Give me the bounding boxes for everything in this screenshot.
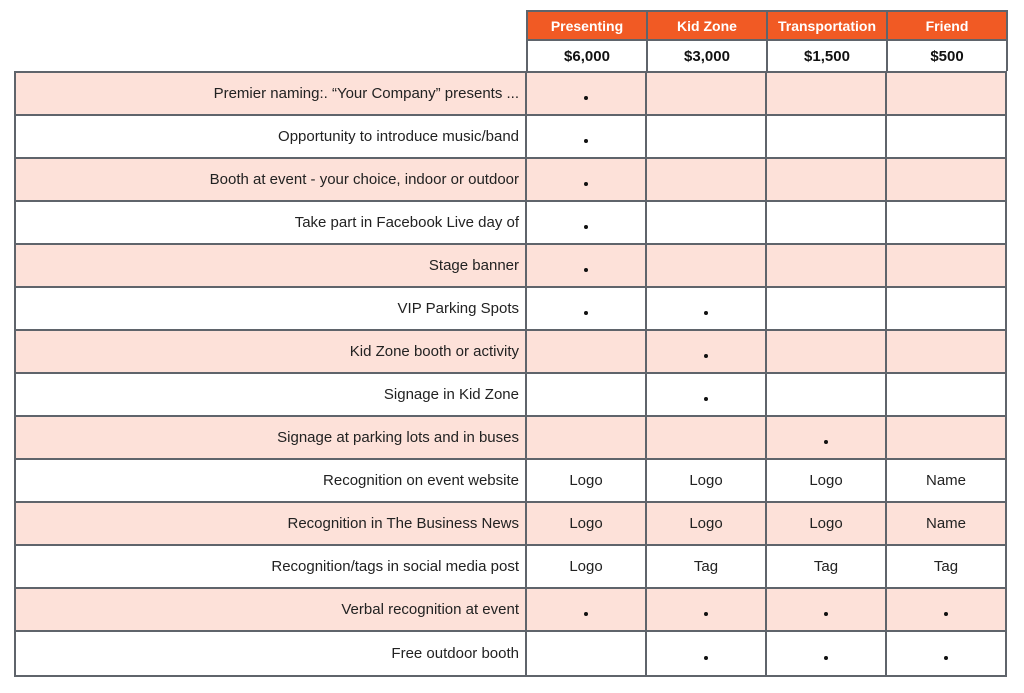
tier-cell-text: Tag (693, 558, 719, 575)
table-row (16, 116, 1005, 159)
table-row (16, 73, 1005, 116)
tier-cell (887, 73, 1005, 114)
included-dot-icon (944, 656, 948, 660)
tier-cell-text: Logo (689, 515, 723, 532)
benefit-label: Verbal recognition at event (16, 589, 527, 630)
tier-cell-text: Logo (569, 472, 603, 489)
table-row (16, 546, 1005, 589)
benefit-label: Recognition in The Business News (16, 503, 527, 544)
table-row (16, 589, 1005, 632)
tier-cell (527, 73, 647, 114)
table-row (16, 288, 1005, 331)
included-dot-icon (824, 612, 828, 616)
tier-cell (767, 116, 887, 157)
tier-cell-text: Logo (809, 515, 843, 532)
included-dot-icon (584, 612, 588, 616)
tier-price: $3,000 (648, 41, 768, 71)
tier-cell-text: Name (925, 515, 966, 532)
included-dot-icon (704, 397, 708, 401)
tier-cell-text: Logo (569, 558, 603, 575)
tier-cell (527, 460, 647, 501)
tier-name: Transportation (768, 10, 888, 41)
included-dot-icon (584, 96, 588, 100)
included-dot-icon (704, 656, 708, 660)
tier-cell (647, 589, 767, 630)
tier-cell (887, 202, 1005, 243)
table-row (16, 374, 1005, 417)
tier-cell (767, 202, 887, 243)
tier-cell (647, 632, 767, 675)
tier-cell (647, 116, 767, 157)
tier-cell (527, 331, 647, 372)
tier-cell (647, 331, 767, 372)
tier-cell (527, 374, 647, 415)
tier-cell (767, 589, 887, 630)
tier-cell (887, 503, 1005, 544)
tier-cell-text: Tag (813, 558, 839, 575)
tier-cell (647, 417, 767, 458)
tier-cell (527, 546, 647, 587)
tier-name: Presenting (528, 10, 648, 41)
tier-cell (767, 73, 887, 114)
benefit-label: Take part in Facebook Live day of (16, 202, 527, 243)
included-dot-icon (584, 311, 588, 315)
tier-cell (647, 202, 767, 243)
tier-price: $1,500 (768, 41, 888, 71)
included-dot-icon (584, 225, 588, 229)
table-row (16, 503, 1005, 546)
tier-name: Friend (888, 10, 1008, 41)
tier-cell (887, 288, 1005, 329)
benefit-label: Opportunity to introduce music/band (16, 116, 527, 157)
tier-cell (527, 159, 647, 200)
tier-cell (527, 589, 647, 630)
tier-cell (887, 374, 1005, 415)
tier-cell (887, 331, 1005, 372)
tier-cell (887, 159, 1005, 200)
tier-cell (527, 245, 647, 286)
tier-cell-text: Tag (933, 558, 959, 575)
tier-cell (887, 245, 1005, 286)
included-dot-icon (584, 182, 588, 186)
table-row (16, 159, 1005, 202)
tier-cell (527, 288, 647, 329)
tier-cell (767, 245, 887, 286)
included-dot-icon (704, 354, 708, 358)
included-dot-icon (584, 139, 588, 143)
tier-cell-text: Logo (569, 515, 603, 532)
table-row (16, 202, 1005, 245)
tier-cell (647, 460, 767, 501)
benefit-label: Signage in Kid Zone (16, 374, 527, 415)
included-dot-icon (944, 612, 948, 616)
tier-cell (767, 159, 887, 200)
benefits-table (14, 71, 1007, 677)
benefit-label: VIP Parking Spots (16, 288, 527, 329)
tier-cell (887, 589, 1005, 630)
table-row (16, 331, 1005, 374)
table-row (16, 632, 1005, 675)
benefit-label: Signage at parking lots and in buses (16, 417, 527, 458)
tier-cell (647, 288, 767, 329)
tier-cell (527, 632, 647, 675)
tier-cell (887, 632, 1005, 675)
tier-cell-text: Logo (809, 472, 843, 489)
tier-cell-text: Name (925, 472, 966, 489)
tier-cell (647, 374, 767, 415)
tier-cell (887, 417, 1005, 458)
tier-cell (647, 546, 767, 587)
tier-cell-text: Logo (689, 472, 723, 489)
tier-cell (887, 546, 1005, 587)
tier-cell (767, 503, 887, 544)
tier-cell (527, 503, 647, 544)
tier-cell (527, 202, 647, 243)
benefit-label: Booth at event - your choice, indoor or outdoor (16, 159, 527, 200)
table-row (16, 417, 1005, 460)
tier-cell (527, 116, 647, 157)
tier-cell (767, 546, 887, 587)
included-dot-icon (584, 268, 588, 272)
tier-cell (527, 417, 647, 458)
tier-cell (767, 460, 887, 501)
tier-cell (887, 460, 1005, 501)
tier-name: Kid Zone (648, 10, 768, 41)
table-row (16, 460, 1005, 503)
tier-cell (647, 159, 767, 200)
benefit-label: Premier naming:. “Your Company” presents ... (16, 73, 527, 114)
tier-cell (647, 245, 767, 286)
tier-cell (767, 374, 887, 415)
benefit-label: Stage banner (16, 245, 527, 286)
benefit-label: Free outdoor booth (16, 632, 527, 675)
included-dot-icon (824, 656, 828, 660)
tier-cell (767, 632, 887, 675)
benefit-label: Recognition on event website (16, 460, 527, 501)
tier-cell (767, 288, 887, 329)
included-dot-icon (704, 612, 708, 616)
included-dot-icon (704, 311, 708, 315)
tier-cell (647, 503, 767, 544)
tier-cell (887, 116, 1005, 157)
tier-price: $6,000 (528, 41, 648, 71)
tier-price: $500 (888, 41, 1008, 71)
benefit-label: Recognition/tags in social media post (16, 546, 527, 587)
table-row (16, 245, 1005, 288)
tier-header (526, 10, 1008, 71)
tier-cell (767, 331, 887, 372)
tier-cell (647, 73, 767, 114)
tier-cell (767, 417, 887, 458)
included-dot-icon (824, 440, 828, 444)
benefit-label: Kid Zone booth or activity (16, 331, 527, 372)
